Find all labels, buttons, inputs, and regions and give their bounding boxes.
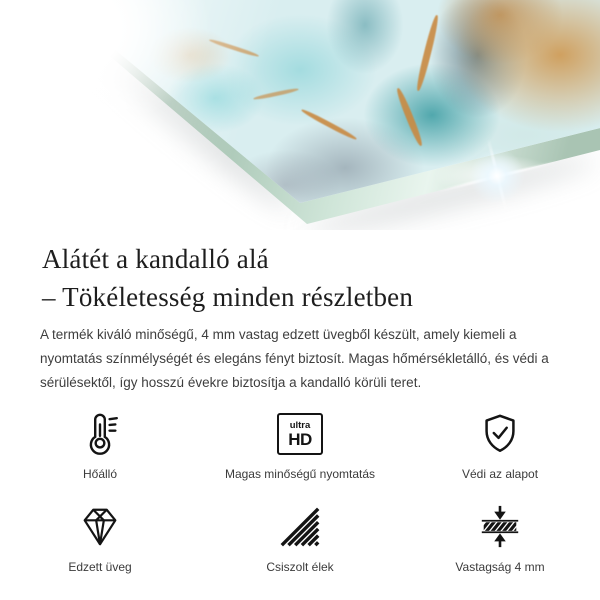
ultra-hd-icon-text-top: ultra	[289, 419, 311, 431]
gold-ink-vein	[253, 87, 299, 100]
product-description: A termék kiváló minőségű, 4 mm vastag edzett üvegből készült, amely kiemeli a nyomtatás színmélységét és elegáns fényt biztosít. Magas hőmérsékletálló, és védi a sérülésektől, így hosszú évekre biztosítja a kandalló körüli teret.	[40, 327, 549, 390]
gold-ink-vein	[300, 108, 357, 142]
thermometer-icon	[77, 410, 123, 458]
gold-ink-vein	[415, 14, 441, 91]
feature-grid	[0, 410, 600, 574]
ultra-hd-icon-text-bottom: HD	[288, 429, 312, 449]
gold-ink-vein	[395, 87, 425, 147]
feature-base-protection	[462, 410, 538, 481]
page-title-line2: – Tökéletesség minden részletben	[42, 282, 414, 312]
beveled-edge-icon	[277, 503, 323, 551]
feature-thickness	[455, 503, 544, 574]
ultra-hd-icon	[277, 410, 323, 458]
shield-check-icon	[477, 410, 523, 458]
feature-label: Hőálló	[82, 467, 118, 481]
feature-label: Magas minőségű nyomtatás	[224, 467, 376, 481]
gold-ink-vein	[209, 38, 260, 58]
diamond-icon	[77, 503, 123, 551]
feature-label: Csiszolt élek	[266, 560, 334, 574]
page-title-line1: Alátét a kandalló alá	[42, 244, 269, 274]
feature-label: Vastagság 4 mm	[455, 560, 545, 574]
product-photo	[0, 0, 600, 230]
feature-tempered-glass	[68, 503, 131, 574]
feature-polished-edges	[266, 503, 333, 574]
feature-heat-resistant	[77, 410, 123, 481]
page-title	[42, 240, 558, 316]
feature-print-quality	[225, 410, 375, 481]
thickness-icon	[477, 503, 523, 551]
feature-label: Edzett üveg	[68, 560, 132, 574]
feature-label: Védi az alapot	[461, 467, 539, 481]
